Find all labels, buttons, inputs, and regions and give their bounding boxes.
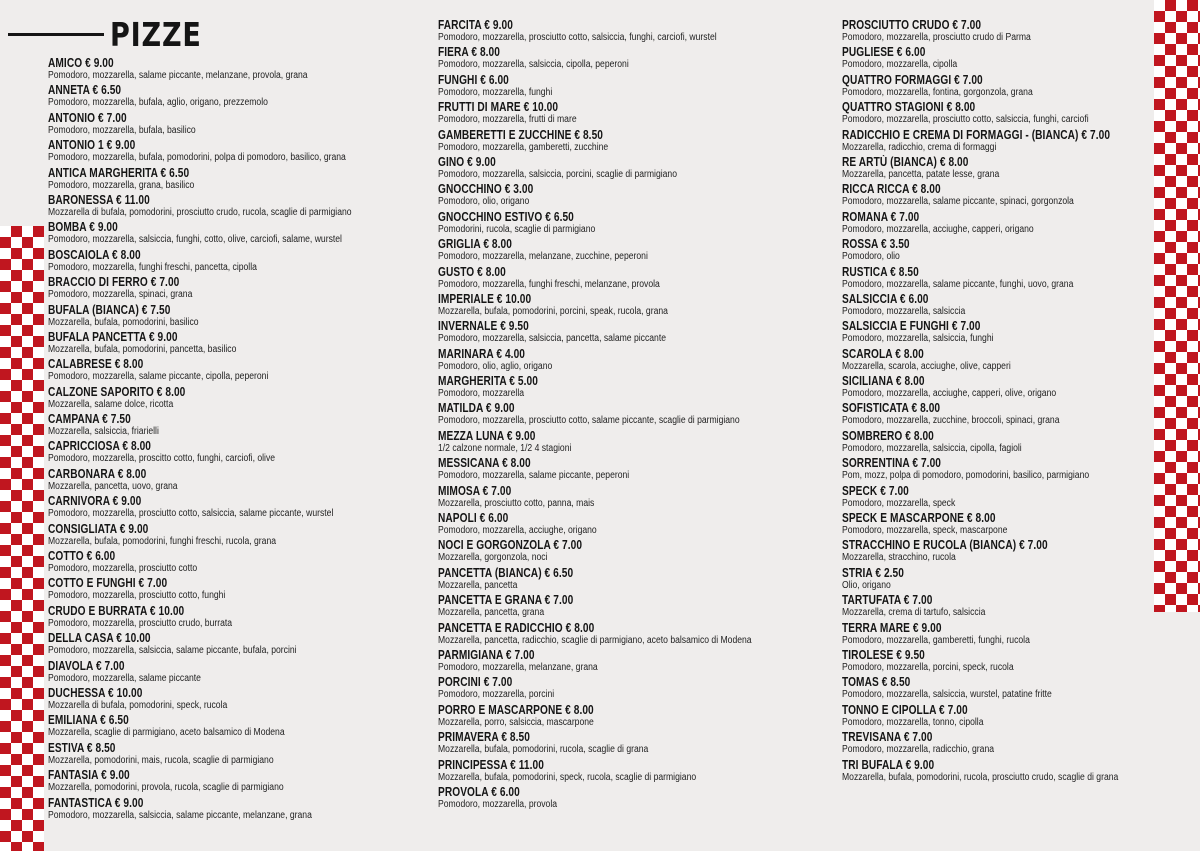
menu-item: [48, 385, 448, 412]
pizza-name-price: PORRO E MASCARPONE € 8.00: [438, 702, 594, 717]
pizza-name-price: GNOCCHINO ESTIVO € 6.50: [438, 209, 574, 224]
menu-item: [438, 593, 838, 620]
pizza-name-price: MARGHERITA € 5.00: [438, 374, 538, 389]
pizza-ingredients: Pom, mozz, polpa di pomodoro, pomodorini, basilico, parmigiano: [842, 470, 1090, 482]
pizza-ingredients: Pomodoro, mozzarella, provola: [438, 798, 558, 810]
menu-item: [842, 730, 1200, 757]
checkerboard-decoration-left: [0, 226, 44, 851]
menu-item: [842, 401, 1200, 428]
menu-item: [842, 456, 1200, 483]
menu-item: [842, 538, 1200, 565]
menu-item: [438, 155, 838, 182]
pizza-name-price: RUSTICA € 8.50: [842, 264, 919, 279]
pizza-ingredients: Mozzarella, bufala, pomodorini, rucola, prosciutto crudo, scaglie di grana: [842, 771, 1119, 783]
pizza-ingredients: Mozzarella, prosciutto cotto, panna, mais: [438, 497, 595, 509]
pizza-name-price: SCAROLA € 8.00: [842, 346, 924, 361]
menu-item: [438, 401, 838, 428]
pizza-ingredients: Pomodoro, mozzarella, salsiccia, wurstel, patatine fritte: [842, 689, 1052, 701]
pizza-ingredients: Pomodoro, mozzarella, radicchio, grana: [842, 744, 995, 756]
pizza-name-price: PANCETTA E RADICCHIO € 8.00: [438, 620, 595, 635]
pizza-ingredients: Pomodoro, mozzarella, funghi freschi, pancetta, cipolla: [48, 261, 257, 273]
pizza-ingredients: Pomodoro, mozzarella, spinaci, grana: [48, 289, 193, 301]
pizza-name-price: SALSICCIA E FUNGHI € 7.00: [842, 319, 981, 334]
pizza-name-price: ESTIVA € 8.50: [48, 740, 116, 755]
pizza-name-price: TOMAS € 8.50: [842, 675, 911, 690]
menu-item: [438, 265, 838, 292]
pizza-ingredients: 1/2 calzone normale, 1/2 4 stagioni: [438, 442, 572, 454]
pizza-ingredients: Mozzarella, crema di tartufo, salsiccia: [842, 607, 986, 619]
pizza-ingredients: Pomodoro, mozzarella, funghi: [438, 86, 553, 98]
pizza-name-price: FANTASTICA € 9.00: [48, 795, 144, 810]
menu-item: [842, 648, 1200, 675]
pizza-ingredients: Mozzarella, radicchio, crema di formaggi: [842, 141, 997, 153]
menu-item: [842, 73, 1200, 100]
menu-item: [48, 439, 448, 466]
pizza-name-price: DUCHESSA € 10.00: [48, 685, 143, 700]
menu-item: [48, 659, 448, 686]
menu-item: [438, 292, 838, 319]
menu-item: [48, 56, 448, 83]
pizza-name-price: FANTASIA € 9.00: [48, 768, 130, 783]
menu-item: [842, 675, 1200, 702]
pizza-ingredients: Mozzarella, pancetta, grana: [438, 607, 545, 619]
pizza-name-price: BOMBA € 9.00: [48, 220, 118, 235]
pizza-name-price: FARCITA € 9.00: [438, 18, 513, 32]
pizza-ingredients: Mozzarella, bufala, pomodorini, rucola, scaglie di grana: [438, 744, 649, 756]
pizza-name-price: GNOCCHINO € 3.00: [438, 182, 534, 197]
pizza-name-price: FUNGHI € 6.00: [438, 72, 509, 87]
menu-item: [438, 18, 838, 45]
pizza-ingredients: Pomodorini, rucola, scaglie di parmigiano: [438, 223, 596, 235]
menu-item: [842, 621, 1200, 648]
pizza-ingredients: Pomodoro, mozzarella, gamberetti, funghi, rucola: [842, 634, 1030, 646]
pizza-ingredients: Pomodoro, mozzarella, porcini, speck, rucola: [842, 661, 1014, 673]
pizza-name-price: ANTONIO 1 € 9.00: [48, 138, 136, 153]
pizza-name-price: RICCA RICCA € 8.00: [842, 182, 941, 197]
menu-item: [842, 484, 1200, 511]
pizza-ingredients: Mozzarella, salame dolce, ricotta: [48, 398, 174, 410]
menu-item: [842, 155, 1200, 182]
pizza-ingredients: Pomodoro, mozzarella, bufala, pomodorini, polpa di pomodoro, basilico, grana: [48, 152, 346, 164]
pizza-ingredients: Pomodoro, mozzarella, salsiccia, pancetta, salame piccante: [438, 333, 667, 345]
pizza-ingredients: Mozzarella, scaglie di parmigiano, aceto balsamico di Modena: [48, 727, 285, 739]
pizza-name-price: CONSIGLIATA € 9.00: [48, 521, 149, 536]
pizza-ingredients: Mozzarella, bufala, pomodorini, funghi freschi, rucola, grana: [48, 535, 277, 547]
menu-item: [842, 237, 1200, 264]
pizza-name-price: NOCI E GORGONZOLA € 7.00: [438, 538, 583, 553]
pizza-name-price: ANTONIO € 7.00: [48, 110, 127, 125]
pizza-ingredients: Olio, origano: [842, 579, 891, 591]
menu-item: [842, 210, 1200, 237]
pizza-ingredients: Pomodoro, mozzarella, frutti di mare: [438, 114, 577, 126]
pizza-name-price: CALZONE SAPORITO € 8.00: [48, 384, 186, 399]
menu-item: [48, 357, 448, 384]
menu-item: [48, 604, 448, 631]
menu-item: [842, 566, 1200, 593]
menu-item: [48, 796, 448, 823]
pizza-ingredients: Pomodoro, mozzarella, salame piccante, peperoni: [438, 470, 630, 482]
menu-item: [842, 703, 1200, 730]
pizza-ingredients: Mozzarella di bufala, pomodorini, speck, rucola: [48, 699, 228, 711]
menu-item: [438, 210, 838, 237]
pizza-ingredients: Mozzarella, bufala, pomodorini, basilico: [48, 316, 199, 328]
menu-item: [438, 456, 838, 483]
pizza-ingredients: Pomodoro, mozzarella, salsiccia, salame piccante, melanzane, grana: [48, 809, 312, 821]
pizza-ingredients: Mozzarella, pomodorini, mais, rucola, scaglie di parmigiano: [48, 754, 274, 766]
pizza-name-price: INVERNALE € 9.50: [438, 319, 529, 334]
pizza-name-price: SALSICCIA € 6.00: [842, 291, 929, 306]
menu-item: [48, 193, 448, 220]
menu-item: [842, 128, 1200, 155]
pizza-name-price: TREVISANA € 7.00: [842, 730, 933, 745]
pizza-ingredients: Pomodoro, mozzarella, salame piccante, cipolla, peperoni: [48, 371, 269, 383]
pizza-ingredients: Pomodoro, mozzarella, tonno, cipolla: [842, 716, 984, 728]
pizza-ingredients: Mozzarella, pancetta, radicchio, scaglie di parmigiano, aceto balsamico di Modena: [438, 634, 752, 646]
pizza-ingredients: Pomodoro, olio: [842, 251, 900, 263]
pizza-name-price: GAMBERETTI E ZUCCHINE € 8.50: [438, 127, 604, 142]
pizza-name-price: RADICCHIO E CREMA DI FORMAGGI - (BIANCA) € 7.00: [842, 127, 1111, 142]
pizza-name-price: FRUTTI DI MARE € 10.00: [438, 100, 559, 115]
pizza-ingredients: Pomodoro, mozzarella, speck: [842, 497, 956, 509]
pizza-name-price: QUATTRO STAGIONI € 8.00: [842, 100, 976, 115]
pizza-ingredients: Pomodoro, mozzarella, bufala, aglio, origano, prezzemolo: [48, 97, 268, 109]
pizza-name-price: BUFALA (BIANCA) € 7.50: [48, 302, 171, 317]
pizza-ingredients: Pomodoro, mozzarella, prosciutto cotto, salsiccia, funghi, carciofi: [842, 114, 1089, 126]
pizza-name-price: PUGLIESE € 6.00: [842, 45, 926, 60]
pizza-name-price: SOFISTICATA € 8.00: [842, 401, 941, 416]
pizza-name-price: CALABRESE € 8.00: [48, 357, 144, 372]
pizza-name-price: SPECK € 7.00: [842, 483, 909, 498]
pizza-ingredients: Pomodoro, mozzarella, salame piccante, funghi, uovo, grana: [842, 278, 1074, 290]
pizza-name-price: BARONESSA € 11.00: [48, 192, 150, 207]
menu-item: [438, 182, 838, 209]
menu-item: [48, 330, 448, 357]
menu-item: [842, 100, 1200, 127]
menu-item: [842, 45, 1200, 72]
menu-item: [842, 593, 1200, 620]
menu-item: [48, 275, 448, 302]
menu-item: [842, 511, 1200, 538]
pizza-ingredients: Pomodoro, mozzarella, salsiccia, salame piccante, bufala, porcini: [48, 645, 297, 657]
pizza-name-price: CARBONARA € 8.00: [48, 466, 147, 481]
menu-item: [438, 429, 838, 456]
pizza-name-price: BRACCIO DI FERRO € 7.00: [48, 275, 180, 290]
menu-item: [438, 758, 838, 785]
pizza-name-price: BOSCAIOLA € 8.00: [48, 247, 141, 262]
pizza-name-price: GINO € 9.00: [438, 154, 496, 169]
pizza-ingredients: Pomodoro, mozzarella, acciughe, capperi, origano: [842, 223, 1034, 235]
pizza-ingredients: Pomodoro, mozzarella, prosciutto crudo di Parma: [842, 32, 1031, 43]
pizza-ingredients: Pomodoro, mozzarella, salsiccia, funghi: [842, 333, 994, 345]
pizza-ingredients: Mozzarella, pomodorini, provola, rucola, scaglie di parmigiano: [48, 782, 284, 794]
pizza-ingredients: Pomodoro, mozzarella, salsiccia, porcini, scaglie di parmigiano: [438, 168, 677, 180]
menu-item: [48, 494, 448, 521]
menu-item: [842, 758, 1200, 785]
pizza-name-price: SICILIANA € 8.00: [842, 374, 925, 389]
pizza-name-price: PRIMAVERA € 8.50: [438, 730, 530, 745]
pizza-name-price: TARTUFATA € 7.00: [842, 593, 933, 608]
menu-item: [48, 83, 448, 110]
pizza-name-price: STRACCHINO E RUCOLA (BIANCA) € 7.00: [842, 538, 1048, 553]
pizza-name-price: AMICO € 9.00: [48, 56, 114, 70]
pizza-name-price: MATILDA € 9.00: [438, 401, 515, 416]
pizza-name-price: TIROLESE € 9.50: [842, 647, 925, 662]
pizza-name-price: DELLA CASA € 10.00: [48, 631, 151, 646]
pizza-name-price: IMPERIALE € 10.00: [438, 291, 532, 306]
pizza-name-price: MESSICANA € 8.00: [438, 456, 531, 471]
pizza-name-price: BUFALA PANCETTA € 9.00: [48, 329, 178, 344]
pizza-ingredients: Pomodoro, mozzarella, salsiccia, funghi, cotto, olive, carciofi, salame, wurstel: [48, 234, 342, 246]
pizza-ingredients: Pomodoro, mozzarella, prosciutto crudo, burrata: [48, 617, 233, 629]
pizza-ingredients: Pomodoro, mozzarella, proscitto cotto, funghi, carciofi, olive: [48, 453, 276, 465]
menu-item: [438, 73, 838, 100]
pizza-name-price: CAMPANA € 7.50: [48, 412, 131, 427]
pizza-ingredients: Mozzarella, porro, salsiccia, mascarpone: [438, 716, 594, 728]
pizza-ingredients: Pomodoro, mozzarella, acciughe, capperi, olive, origano: [842, 388, 1057, 400]
pizza-name-price: MIMOSA € 7.00: [438, 483, 512, 498]
menu-item: [842, 265, 1200, 292]
pizza-name-price: TRI BUFALA € 9.00: [842, 757, 935, 772]
pizza-ingredients: Mozzarella, gorgonzola, noci: [438, 552, 548, 564]
pizza-name-price: MEZZA LUNA € 9.00: [438, 428, 536, 443]
menu-item: [48, 138, 448, 165]
pizza-ingredients: Pomodoro, mozzarella, salame piccante: [48, 672, 201, 684]
menu-item: [48, 686, 448, 713]
pizza-name-price: PANCETTA E GRANA € 7.00: [438, 593, 574, 608]
pizza-ingredients: Mozzarella, pancetta, uovo, grana: [48, 480, 178, 492]
pizza-ingredients: Pomodoro, mozzarella, salame piccante, spinaci, gorgonzola: [842, 196, 1074, 208]
pizza-name-price: ROMANA € 7.00: [842, 209, 920, 224]
menu-item: [438, 730, 838, 757]
menu-item: [48, 549, 448, 576]
menu-item: [48, 467, 448, 494]
pizza-name-price: SPECK E MASCARPONE € 8.00: [842, 511, 996, 526]
pizza-ingredients: Mozzarella, scarola, acciughe, olive, capperi: [842, 360, 1011, 372]
menu-item: [438, 45, 838, 72]
pizza-ingredients: Mozzarella, bufala, pomodorini, pancetta, basilico: [48, 343, 237, 355]
pizza-ingredients: Pomodoro, mozzarella: [438, 388, 525, 400]
pizza-name-price: CARNIVORA € 9.00: [48, 494, 142, 509]
pizza-ingredients: Pomodoro, mozzarella, prosciutto cotto, salame piccante, scaglie di parmigiano: [438, 415, 740, 427]
pizza-name-price: PROVOLA € 6.00: [438, 784, 520, 799]
menu-column-3: [842, 18, 1200, 785]
pizza-ingredients: Pomodoro, mozzarella, zucchine, broccoli, spinaci, grana: [842, 415, 1060, 427]
menu-item: [438, 675, 838, 702]
pizza-name-price: RE ARTÙ (BIANCA) € 8.00: [842, 154, 969, 169]
menu-item: [48, 248, 448, 275]
pizza-name-price: GUSTO € 8.00: [438, 264, 506, 279]
menu-header: [8, 14, 222, 54]
menu-item: [438, 538, 838, 565]
pizza-name-price: PANCETTA (BIANCA) € 6.50: [438, 565, 574, 580]
menu-item: [48, 768, 448, 795]
menu-title: PIZZE: [110, 14, 202, 54]
pizza-name-price: CRUDO E BURRATA € 10.00: [48, 603, 185, 618]
pizza-ingredients: Pomodoro, mozzarella, melanzane, grana: [438, 661, 598, 673]
pizza-name-price: DIAVOLA € 7.00: [48, 658, 125, 673]
menu-item: [842, 374, 1200, 401]
pizza-ingredients: Mozzarella, pancetta: [438, 579, 518, 591]
menu-item: [48, 220, 448, 247]
pizza-name-price: PARMIGIANA € 7.00: [438, 647, 535, 662]
pizza-name-price: TERRA MARE € 9.00: [842, 620, 942, 635]
pizza-ingredients: Pomodoro, mozzarella, acciughe, origano: [438, 525, 597, 537]
menu-item: [48, 713, 448, 740]
menu-item: [48, 111, 448, 138]
pizza-ingredients: Pomodoro, mozzarella, prosciutto cotto: [48, 563, 198, 575]
pizza-name-price: MARINARA € 4.00: [438, 346, 526, 361]
menu-item: [438, 511, 838, 538]
pizza-ingredients: Pomodoro, mozzarella, prosciutto cotto, salsiccia, funghi, carciofi, wurstel: [438, 32, 717, 43]
pizza-name-price: PORCINI € 7.00: [438, 675, 513, 690]
menu-column-2: [438, 18, 838, 812]
pizza-ingredients: Pomodoro, mozzarella, salsiccia, cipolla, fagioli: [842, 442, 1022, 454]
pizza-ingredients: Pomodoro, mozzarella, salsiccia, cipolla, peperoni: [438, 59, 629, 71]
pizza-ingredients: Pomodoro, mozzarella, bufala, basilico: [48, 124, 196, 136]
menu-item: [438, 319, 838, 346]
pizza-name-price: COTTO € 6.00: [48, 549, 116, 564]
pizza-name-price: PROSCIUTTO CRUDO € 7.00: [842, 18, 982, 32]
menu-item: [48, 166, 448, 193]
menu-item: [438, 566, 838, 593]
pizza-ingredients: Pomodoro, mozzarella, melanzane, zucchine, peperoni: [438, 251, 648, 263]
menu-item: [438, 237, 838, 264]
pizza-ingredients: Pomodoro, olio, origano: [438, 196, 530, 208]
menu-item: [438, 128, 838, 155]
menu-item: [438, 703, 838, 730]
pizza-ingredients: Mozzarella, bufala, pomodorini, speck, rucola, scaglie di parmigiano: [438, 771, 697, 783]
menu-item: [842, 429, 1200, 456]
pizza-ingredients: Pomodoro, mozzarella, cipolla: [842, 59, 958, 71]
menu-item: [48, 741, 448, 768]
pizza-name-price: SOMBRERO € 8.00: [842, 428, 934, 443]
menu-item: [842, 319, 1200, 346]
pizza-ingredients: Pomodoro, mozzarella, speck, mascarpone: [842, 525, 1008, 537]
pizza-ingredients: Pomodoro, mozzarella, funghi freschi, melanzane, provola: [438, 278, 660, 290]
menu-column-1: [48, 56, 448, 823]
menu-item: [48, 303, 448, 330]
pizza-name-price: GRIGLIA € 8.00: [438, 237, 512, 252]
menu-item: [438, 374, 838, 401]
pizza-ingredients: Pomodoro, mozzarella, gamberetti, zucchine: [438, 141, 609, 153]
pizza-name-price: SORRENTINA € 7.00: [842, 456, 941, 471]
menu-item: [842, 292, 1200, 319]
pizza-ingredients: Pomodoro, olio, aglio, origano: [438, 360, 553, 372]
menu-item: [842, 182, 1200, 209]
pizza-ingredients: Pomodoro, mozzarella, fontina, gorgonzola, grana: [842, 86, 1033, 98]
pizza-name-price: ANTICA MARGHERITA € 6.50: [48, 165, 190, 180]
pizza-ingredients: Pomodoro, mozzarella, grana, basilico: [48, 179, 195, 191]
pizza-ingredients: Pomodoro, mozzarella, salsiccia: [842, 305, 966, 317]
menu-item: [438, 347, 838, 374]
menu-item: [438, 785, 838, 812]
menu-item: [438, 648, 838, 675]
menu-item: [438, 484, 838, 511]
pizza-ingredients: Mozzarella, bufala, pomodorini, porcini, speak, rucola, grana: [438, 305, 668, 317]
pizza-ingredients: Pomodoro, mozzarella, prosciutto cotto, salsiccia, salame piccante, wurstel: [48, 508, 334, 520]
pizza-ingredients: Pomodoro, mozzarella, prosciutto cotto, funghi: [48, 590, 226, 602]
pizza-name-price: FIERA € 8.00: [438, 45, 500, 60]
pizza-name-price: STRIA € 2.50: [842, 565, 904, 580]
menu-item: [842, 18, 1200, 45]
pizza-name-price: QUATTRO FORMAGGI € 7.00: [842, 72, 983, 87]
menu-item: [48, 412, 448, 439]
menu-item: [48, 631, 448, 658]
menu-item: [842, 347, 1200, 374]
menu-item: [438, 100, 838, 127]
pizza-ingredients: Mozzarella, salsiccia, friarielli: [48, 426, 159, 438]
pizza-name-price: CAPRICCIOSA € 8.00: [48, 439, 152, 454]
pizza-ingredients: Mozzarella di bufala, pomodorini, prosciutto crudo, rucola, scaglie di parmigiano: [48, 206, 352, 218]
pizza-name-price: PRINCIPESSA € 11.00: [438, 757, 544, 772]
menu-item: [438, 621, 838, 648]
pizza-ingredients: Mozzarella, pancetta, patate lesse, grana: [842, 168, 1000, 180]
pizza-name-price: TONNO E CIPOLLA € 7.00: [842, 702, 968, 717]
pizza-ingredients: Pomodoro, mozzarella, salame piccante, melanzane, provola, grana: [48, 70, 308, 81]
menu-item: [48, 576, 448, 603]
pizza-name-price: ROSSA € 3.50: [842, 237, 910, 252]
pizza-name-price: ANNETA € 6.50: [48, 83, 122, 98]
header-rule: [8, 33, 104, 36]
pizza-ingredients: Mozzarella, stracchino, rucola: [842, 552, 956, 564]
pizza-name-price: EMILIANA € 6.50: [48, 713, 129, 728]
pizza-name-price: NAPOLI € 6.00: [438, 511, 509, 526]
pizza-name-price: COTTO E FUNGHI € 7.00: [48, 576, 168, 591]
pizza-ingredients: Pomodoro, mozzarella, porcini: [438, 689, 555, 701]
menu-item: [48, 522, 448, 549]
